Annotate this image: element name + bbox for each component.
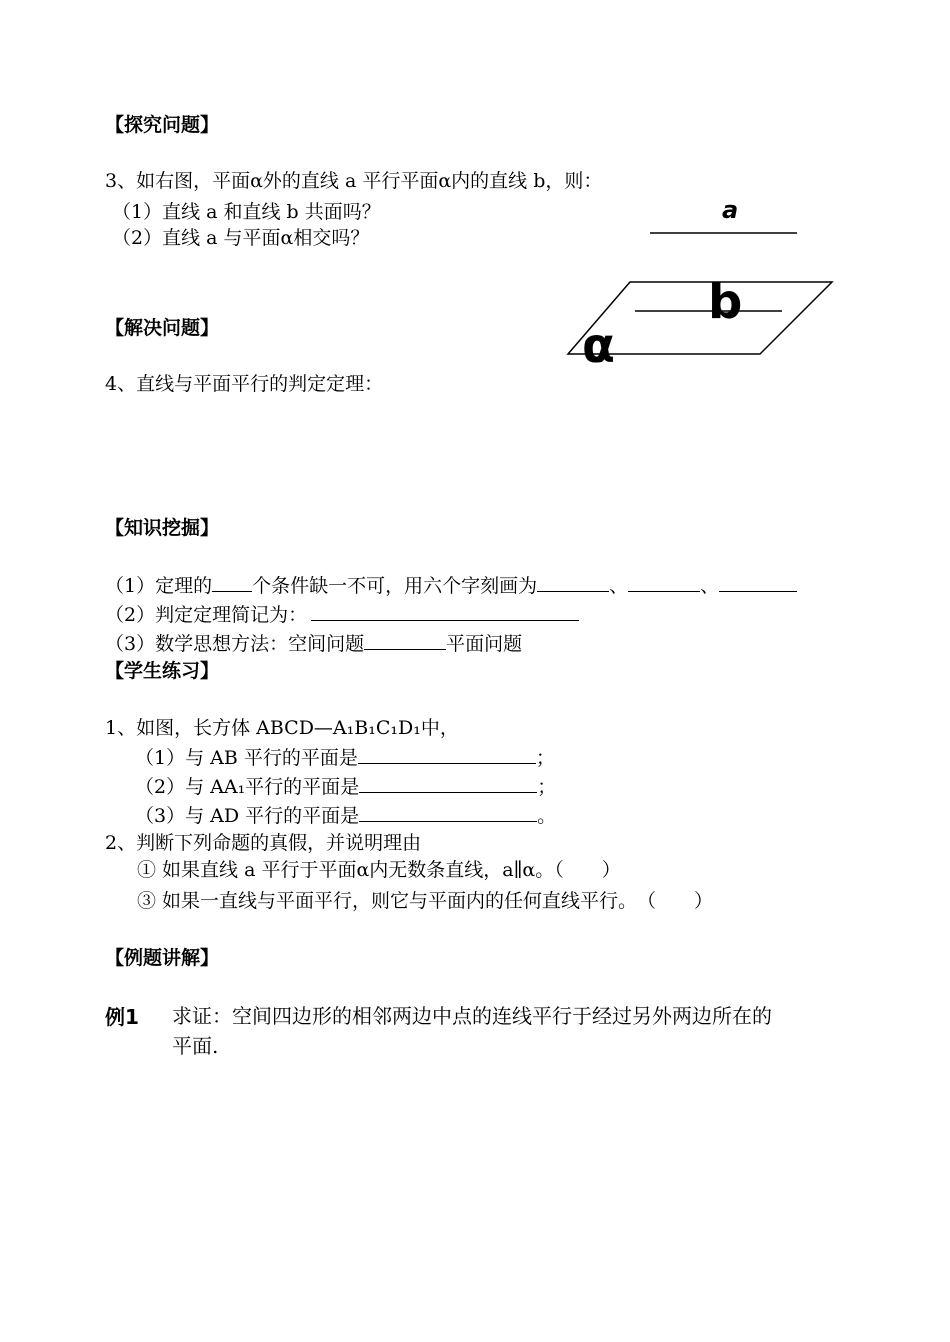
section-heading-knowledge: 【知识挖掘】 [105, 517, 220, 539]
section-heading-explore: 【探究问题】 [105, 114, 220, 136]
blank-field[interactable] [719, 573, 797, 592]
blank-field[interactable] [359, 774, 537, 793]
practice-1: 1、如图，长方体 ABCD—A₁B₁C₁D₁中， [105, 717, 459, 739]
section-heading-solve: 【解决问题】 [105, 317, 220, 339]
blank-field[interactable] [364, 631, 446, 650]
figure-label-a: a [722, 196, 739, 224]
practice-2: 2、判断下列命题的真假，并说明理由 [105, 832, 422, 854]
knowledge-item-2: （2）判定定理简记为： [105, 602, 579, 627]
section-heading-example: 【例题讲解】 [105, 947, 220, 969]
example-1-line-2: 平面. [172, 1034, 219, 1058]
blank-field[interactable] [628, 573, 700, 592]
blank-field[interactable] [537, 573, 609, 592]
practice-1-part-1: （1）与 AB 平行的平面是 ； [135, 747, 555, 769]
blank-field[interactable] [311, 602, 579, 621]
example-label: 例1 [105, 1005, 139, 1029]
example-1-line-1: 求证：空间四边形的相邻两边中点的连线平行于经过另外两边所在的 [172, 1004, 772, 1028]
section-heading-practice: 【学生练习】 [105, 660, 220, 682]
question-4: 4、直线与平面平行的判定定理： [105, 373, 384, 395]
question-3: 3、如右图，平面α外的直线 a 平行平面α内的直线 b，则： [105, 170, 603, 192]
figure-label-alpha: α [582, 318, 615, 374]
practice-1-part-3: （3）与 AD 平行的平面是 。 [135, 805, 557, 827]
practice-1-part-2: （2）与 AA₁平行的平面是 ； [135, 776, 557, 798]
practice-2-statement-1: ① 如果直线 a 平行于平面α内无数条直线，a∥α。（ ） [137, 859, 621, 881]
question-3-part-2: （2）直线 a 与平面α相交吗？ [112, 227, 370, 249]
knowledge-item-1: （1）定理的 个条件缺一不可，用六个字刻画为 、 、 [105, 573, 797, 598]
blank-field[interactable] [212, 573, 252, 592]
question-3-part-1: （1）直线 a 和直线 b 共面吗？ [112, 201, 381, 223]
parallel-line-plane-figure [560, 190, 850, 380]
blank-field[interactable] [358, 745, 536, 764]
blank-field[interactable] [359, 803, 537, 822]
knowledge-item-3: （3）数学思想方法：空间问题 平面问题 [105, 633, 523, 655]
practice-2-statement-3: ③ 如果一直线与平面平行，则它与平面内的任何直线平行。 （ ） [137, 890, 714, 912]
figure-label-b: b [708, 274, 743, 330]
